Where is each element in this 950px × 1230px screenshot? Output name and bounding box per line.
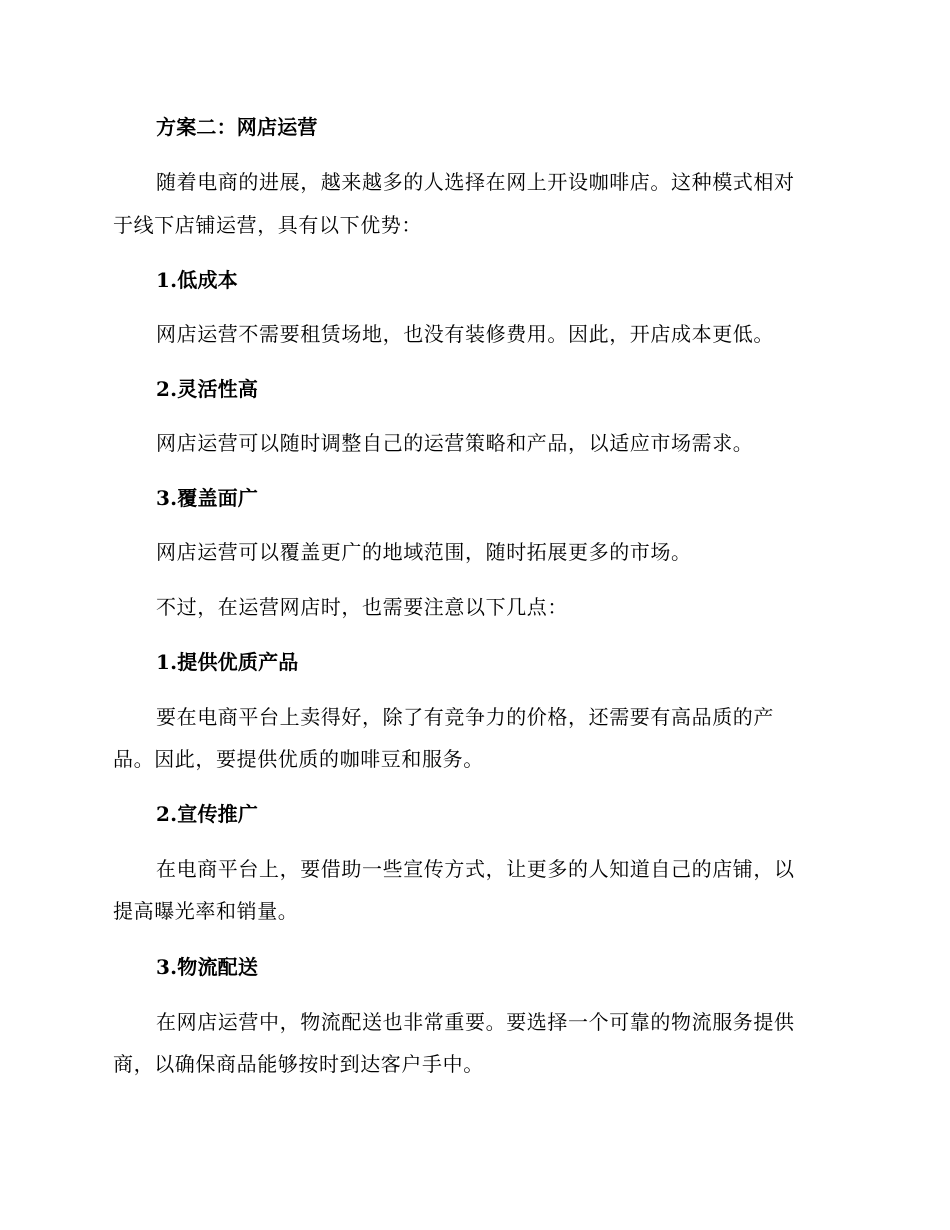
caution-text-line: 在电商平台上，要借助一些宣传方式，让更多的人知道自己的店铺，以 [156,857,795,881]
advantage-heading: 2.灵活性高 [156,377,259,401]
caution-text-line: 品。因此，要提供优质的咖啡豆和服务。 [113,747,484,771]
caution-heading: 1.提供优质产品 [156,650,299,674]
caution-text-line: 在网店运营中，物流配送也非常重要。要选择一个可靠的物流服务提供 [156,1010,795,1034]
caution-heading: 2.宣传推广 [156,802,259,826]
advantage-heading: 1.低成本 [156,268,238,292]
caution-text-line: 提高曝光率和销量。 [113,899,299,923]
intro-paragraph-line: 于线下店铺运营，具有以下优势： [113,213,422,237]
advantage-text: 网店运营可以覆盖更广的地域范围，随时拓展更多的市场。 [156,540,692,564]
section-title: 方案二：网店运营 [156,115,318,139]
advantage-text: 网店运营可以随时调整自己的运营策略和产品，以适应市场需求。 [156,431,754,455]
intro-paragraph-line: 随着电商的进展，越来越多的人选择在网上开设咖啡店。这种模式相对 [156,170,795,194]
advantage-text: 网店运营不需要租赁场地，也没有装修费用。因此，开店成本更低。 [156,322,774,346]
caution-intro: 不过，在运营网店时，也需要注意以下几点： [156,595,568,619]
caution-text-line: 要在电商平台上卖得好，除了有竞争力的价格，还需要有高品质的产 [156,705,774,729]
caution-text-line: 商，以确保商品能够按时到达客户手中。 [113,1052,484,1076]
advantage-heading: 3.覆盖面广 [156,486,259,510]
caution-heading: 3.物流配送 [156,955,259,979]
